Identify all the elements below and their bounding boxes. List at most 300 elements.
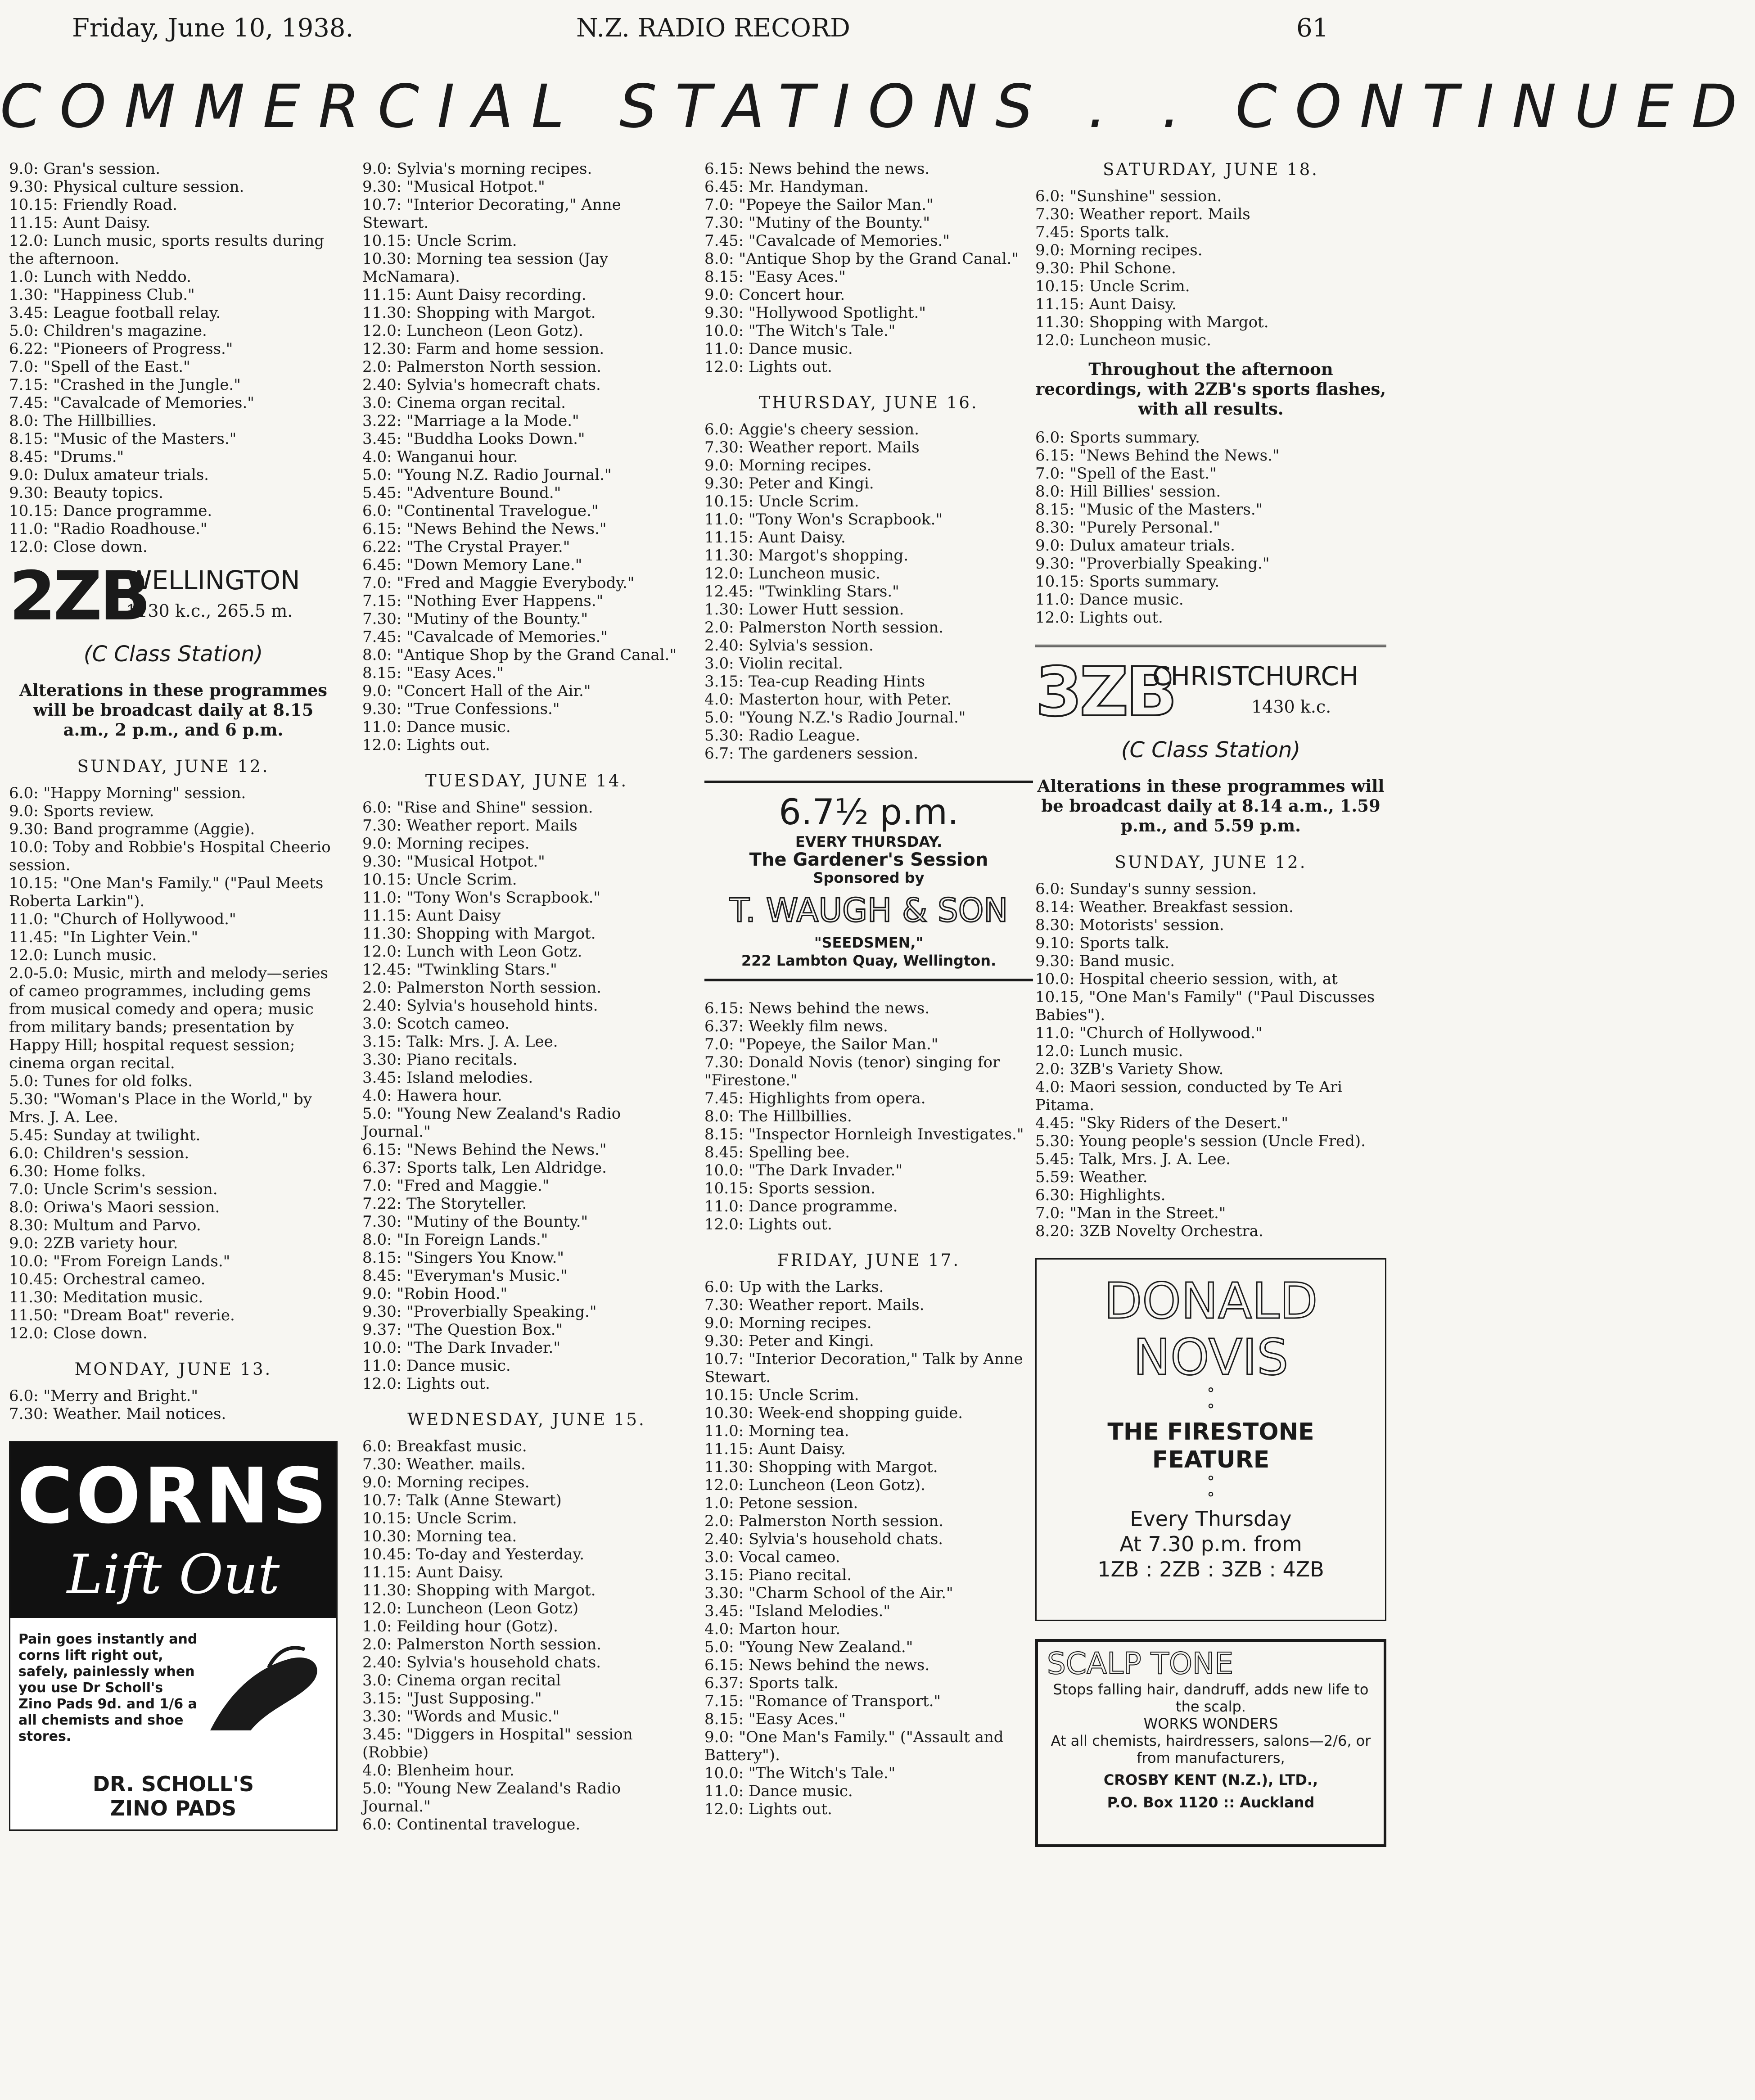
schedule-item: 9.0: Dulux amateur trials. [9,466,209,484]
schedule-item: 3.30: "Words and Music." [362,1707,560,1725]
corns-word: CORNS [17,1452,330,1541]
schedule-item: 11.15: Aunt Daisy. [704,528,846,546]
schedule-item: 10.0: "The Dark Invader." [704,1161,902,1179]
schedule-item: 12.0: Luncheon (Leon Gotz) [362,1599,579,1617]
schedule-item: 9.0: Morning recipes. [1035,241,1203,259]
feature-day: Every Thursday [1130,1507,1292,1531]
schedule-item: 8.15: "Easy Aces." [704,268,846,286]
afternoon-note: Throughout the afternoon recordings, with 2ZB's sports flashes, with all results. [1035,359,1386,419]
schedule-item: 10.15: "One Man's Family." ("Paul Meets Roberta Larkin"). [9,874,329,910]
schedule-item: 11.0: "Radio Roadhouse." [9,520,208,538]
column-3 [704,160,1033,2091]
schedule-item: 11.15: Aunt Daisy recording. [362,286,587,304]
schedule-item: 11.30: Margot's shopping. [704,546,909,565]
schedule-item: 11.0: "Tony Won's Scrapbook." [704,510,943,528]
scalp-tone-advertisement [1035,1639,1386,1847]
corns-footer [10,1772,336,1820]
schedule-item: 9.30: Phil Schone. [1035,259,1176,277]
schedule-item: 7.30: Weather report. Mails [362,817,577,835]
schedule-item: 11.30: Shopping with Margot. [362,925,596,943]
schedule-item: 6.15: "News Behind the News." [362,1141,607,1159]
schedule-item: 8.15: "Inspector Hornleigh Investigates." [704,1125,1024,1143]
schedule-item: 2.40: Sylvia's homecraft chats. [362,376,601,394]
schedule-item: 12.0: Lights out. [362,736,490,754]
schedule-item: 9.0: Dulux amateur trials. [1035,537,1235,555]
schedule-item: 9.30: Physical culture session. [9,178,244,196]
schedule-list [1035,429,1386,627]
artist-first-name: DONALD [1104,1272,1318,1330]
schedule-item: 6.30: Highlights. [1035,1186,1166,1204]
schedule-item: 10.0: "The Dark Invader." [362,1339,560,1357]
schedule-item: 7.15: "Nothing Ever Happens." [362,592,604,610]
schedule-item: 4.0: Marton hour. [704,1620,841,1638]
schedule-item: 8.30: Motorists' session. [1035,916,1224,934]
schedule-item: 8.15: "Singers You Know." [362,1249,564,1267]
schedule-item: 8.15: "Easy Aces." [362,664,504,682]
day-heading: FRIDAY, JUNE 17. [777,1251,961,1270]
brand-name: DR. SCHOLL'S [92,1772,254,1796]
schedule-item: 9.10: Sports talk. [1035,934,1169,952]
schedule-item: 12.0: Lights out. [704,358,832,376]
publication-title: N.Z. RADIO RECORD [576,14,850,43]
schedule-item: 10.0: "The Witch's Tale." [704,1764,896,1782]
schedule-item: 5.45: "Adventure Bound." [362,484,561,502]
schedule-item: 11.0: Morning tea. [704,1422,849,1440]
schedule-item: 10.7: "Interior Decoration," Talk by Anne Stewart. [704,1350,1028,1386]
schedule-item: 11.30: Shopping with Margot. [704,1458,938,1476]
schedule-item: 9.37: "The Question Box." [362,1321,563,1339]
schedule-item: 1.0: Feilding hour (Gotz). [362,1617,558,1635]
schedule-item: 5.45: Sunday at twilight. [9,1126,201,1144]
schedule-item: 9.0: Sylvia's morning recipes. [362,160,592,178]
schedule-item: 8.45: "Everyman's Music." [362,1267,568,1285]
schedule-list [362,160,691,754]
schedule-item: 8.15: "Music of the Masters." [9,430,237,448]
schedule-item: 7.0: Uncle Scrim's session. [9,1180,218,1198]
schedule-item: 10.15: Uncle Scrim. [704,492,859,510]
schedule-item: 6.22: "The Crystal Prayer." [362,538,570,556]
schedule-item: 11.15: Aunt Daisy. [9,214,150,232]
maker-name: CROSBY KENT (N.Z.), LTD., [1103,1771,1318,1788]
schedule-item: 9.30: Band programme (Aggie). [9,820,255,838]
station-city: CHRISTCHURCH [1152,661,1359,691]
ad-day: EVERY THURSDAY. [795,833,943,850]
schedule-item: 9.30: "Musical Hotpot." [362,853,545,871]
schedule-item: 7.30: "Mutiny of the Bounty." [704,214,930,232]
day-heading: SUNDAY, JUNE 12. [1114,853,1307,872]
schedule-item: 11.0: Dance music. [704,340,853,358]
schedule-item: 8.15: "Easy Aces." [704,1710,846,1728]
schedule-item: 12.0: Lights out. [362,1375,490,1393]
schedule-item: 6.0: Up with the Larks. [704,1278,884,1296]
schedule-item: 12.0: Lights out. [704,1800,832,1818]
schedule-item: 10.15: Uncle Scrim. [362,232,517,250]
day-heading: SUNDAY, JUNE 12. [77,757,270,776]
feature-stations: 1ZB : 2ZB : 3ZB : 4ZB [1097,1557,1324,1581]
schedule-item: 3.45: "Island Melodies." [704,1602,891,1620]
schedule-item: 1.0: Petone session. [704,1494,858,1512]
schedule-item: 4.0: Blenheim hour. [362,1761,514,1779]
station-code: 2ZB [9,557,149,636]
schedule-item: 11.15: Aunt Daisy [362,907,501,925]
schedule-item: 12.30: Farm and home session. [362,340,605,358]
schedule-item: 9.30: "Musical Hotpot." [362,178,545,196]
divider [1035,645,1386,647]
schedule-item: 2.0: Palmerston North session. [704,619,944,637]
schedule-list [9,160,338,556]
schedule-item: 7.30: "Mutiny of the Bounty." [362,1213,588,1231]
column-2 [362,160,691,2091]
schedule-item: 3.22: "Marriage a la Mode." [362,412,579,430]
column-1 [9,160,338,2091]
schedule-item: 9.30: "Proverbially Speaking." [362,1303,597,1321]
schedule-item: 7.30: Weather. mails. [362,1455,526,1473]
schedule-item: 2.40: Sylvia's household hints. [362,997,598,1015]
schedule-item: 8.14: Weather. Breakfast session. [1035,898,1294,916]
schedule-item: 5.0: "Young New Zealand's Radio Journal." [362,1779,626,1815]
artist-last-name: NOVIS [1133,1328,1289,1386]
schedule-item: 10.30: Morning tea. [362,1527,517,1545]
schedule-item: 6.15: "News Behind the News." [1035,447,1280,465]
schedule-item: 8.45: Spelling bee. [704,1143,850,1161]
schedule-item: 11.0: "Tony Won's Scrapbook." [362,889,601,907]
section-banner: COMMERCIAL STATIONS . . CONTINUED [0,72,1755,141]
schedule-item: 9.0: Morning recipes. [362,835,530,853]
schedule-item: 11.30: Shopping with Margot. [362,1581,596,1599]
schedule-list [704,160,1033,376]
corns-advertisement [9,1441,338,1831]
schedule-item: 6.7: The gardeners session. [704,745,919,763]
schedule-item: 11.0: Dance music. [1035,591,1184,609]
schedule-item: 10.15: Dance programme. [9,502,212,520]
sponsor-address: 222 Lambton Quay, Wellington. [741,952,997,969]
schedule-item: 5.0: Tunes for old folks. [9,1072,193,1090]
feature-line: THE FIRESTONE [1107,1418,1314,1445]
day-heading: MONDAY, JUNE 13. [74,1359,272,1379]
day-heading: TUESDAY, JUNE 14. [425,771,628,790]
schedule-item: 7.0: "Fred and Maggie." [362,1177,550,1195]
schedule-item: 11.0: Dance music. [704,1782,853,1800]
day-heading: WEDNESDAY, JUNE 15. [407,1410,646,1429]
product-availability: At all chemists, hairdressers, salons—2/6, or from manufacturers, [1051,1732,1371,1766]
schedule-item: 3.0: Violin recital. [704,655,843,673]
schedule-item: 7.45: "Cavalcade of Memories." [704,232,950,250]
schedule-item: 6.22: "Pioneers of Progress." [9,340,233,358]
schedule-item: 2.0: Palmerston North session. [362,358,602,376]
schedule-item: 2.40: Sylvia's household chats. [704,1530,943,1548]
schedule-item: 11.15: Aunt Daisy. [704,1440,846,1458]
station-class: (C Class Station) [83,641,263,667]
station-frequency: 1430 k.c. [1251,697,1331,717]
schedule-item: 12.45: "Twinkling Stars." [704,583,899,601]
schedule-item: 5.45: Talk, Mrs. J. A. Lee. [1035,1150,1231,1168]
station-3zb-heading [1035,653,1386,733]
schedule-item: 4.0: Wanganui hour. [362,448,518,466]
schedule-item: 7.45: Sports talk. [1035,223,1169,241]
schedule-item: 12.0: Close down. [9,538,148,556]
schedule-item: 7.45: Highlights from opera. [704,1089,926,1107]
schedule-item: 6.45: "Down Memory Lane." [362,556,582,574]
schedule-item: 7.30: "Mutiny of the Bounty." [362,610,588,628]
column-4 [1035,160,1386,2091]
schedule-item: 7.15: "Crashed in the Jungle." [9,376,241,394]
schedule-item: 12.0: Lights out. [1035,609,1163,627]
corns-banner [10,1442,336,1618]
station-class: (C Class Station) [1121,737,1301,763]
foot-illustration-icon [201,1640,327,1739]
schedule-list [1035,880,1386,1240]
schedule-item: 10.15: Sports session. [704,1179,875,1197]
schedule-item: 10.30: Morning tea session (Jay McNamara). [362,250,613,286]
alterations-note: Alterations in these programmes will be broadcast daily at 8.14 a.m., 1.59 p.m., and 5.59 p.m. [1037,776,1385,835]
schedule-item: 8.0: "Antique Shop by the Grand Canal." [362,646,677,664]
schedule-item: 3.15: Piano recital. [704,1566,852,1584]
schedule-list [1035,187,1386,349]
schedule-item: 6.0: Sports summary. [1035,429,1200,447]
schedule-item: 8.30: Multum and Parvo. [9,1216,201,1234]
station-frequency: 1130 k.c., 265.5 m. [126,601,293,621]
schedule-item: 10.7: "Interior Decorating," Anne Stewart. [362,196,626,232]
schedule-list [9,1387,338,1423]
schedule-item: 6.0: "Sunshine" session. [1035,187,1222,205]
schedule-item: 6.15: News behind the news. [704,999,930,1017]
schedule-item: 10.45: Orchestral cameo. [9,1270,206,1288]
schedule-item: 9.0: Morning recipes. [362,1473,530,1491]
schedule-item: 10.15: Uncle Scrim. [1035,277,1190,295]
schedule-item: 8.45: "Drums." [9,448,124,466]
schedule-item: 10.0: "The Witch's Tale." [704,322,896,340]
schedule-item: 12.0: Luncheon (Leon Gotz). [362,322,583,340]
station-code: 3ZB [1035,653,1175,732]
schedule-item: 3.45: Island melodies. [362,1069,533,1087]
ad-session: The Gardener's Session [749,849,988,870]
schedule-item: 7.30: Donald Novis (tenor) singing for "Firestone." [704,1053,1005,1089]
schedule-item: 3.45: League football relay. [9,304,221,322]
schedule-item: 11.15: Aunt Daisy. [362,1563,504,1581]
product-title: SCALP TONE [1047,1646,1234,1681]
schedule-item: 7.30: Weather report. Mails. [704,1296,925,1314]
lift-out-word: Lift Out [67,1544,280,1606]
schedule-item: 3.45: "Diggers in Hospital" session (Robbie) [362,1725,638,1761]
schedule-item: 8.0: The Hillbillies. [9,412,157,430]
schedule-item: 11.30: Shopping with Margot. [362,304,596,322]
schedule-item: 9.0: Gran's session. [9,160,161,178]
schedule-item: 9.30: Band music. [1035,952,1175,970]
schedule-item: 7.0: "Spell of the East." [1035,465,1217,483]
schedule-item: 9.0: "One Man's Family." ("Assault and Battery"). [704,1728,1009,1764]
schedule-item: 8.20: 3ZB Novelty Orchestra. [1035,1222,1263,1240]
ad-sponsored: Sponsored by [813,869,925,886]
schedule-item: 8.0: Oriwa's Maori session. [9,1198,220,1216]
schedule-item: 9.30: "Proverbially Speaking." [1035,555,1270,573]
schedule-item: 12.0: Lunch music, sports results during the afternoon. [9,232,329,268]
day-heading: SATURDAY, JUNE 18. [1103,160,1319,179]
schedule-item: 4.45: "Sky Riders of the Desert." [1035,1114,1289,1132]
product-claim: Stops falling hair, dandruff, adds new life to the scalp. [1053,1681,1369,1715]
schedule-item: 5.30: Young people's session (Uncle Fred). [1035,1132,1366,1150]
day-heading: THURSDAY, JUNE 16. [759,393,979,412]
schedule-item: 11.0: Dance music. [362,718,511,736]
schedule-item: 6.15: "News Behind the News." [362,520,607,538]
schedule-item: 6.37: Weekly film news. [704,1017,888,1035]
schedule-item: 2.40: Sylvia's session. [704,637,874,655]
alterations-note: Alterations in these programmes will be broadcast daily at 8.15 a.m., 2 p.m., and 6 p.m. [19,680,327,740]
schedule-item: 6.0: Breakfast music. [362,1437,527,1455]
schedule-item: 7.0: "Popeye the Sailor Man." [704,196,934,214]
schedule-item: 5.0: Children's magazine. [9,322,207,340]
schedule-item: 11.15: Aunt Daisy. [1035,295,1177,313]
schedule-item: 5.30: Radio League. [704,727,861,745]
schedule-item: 12.0: Lights out. [704,1215,832,1233]
page-number: 61 [1296,14,1329,43]
schedule-item: 12.0: Luncheon music. [1035,331,1211,349]
schedule-item: 6.0: Continental travelogue. [362,1815,581,1834]
schedule-item: 12.0: Luncheon (Leon Gotz). [704,1476,925,1494]
issue-date: Friday, June 10, 1938. [72,14,354,43]
schedule-item: 9.30: "Hollywood Spotlight." [704,304,926,322]
schedule-list [704,999,1033,1233]
schedule-item: 6.0: "Rise and Shine" session. [362,799,593,817]
schedule-item: 7.0: "Popeye, the Sailor Man." [704,1035,938,1053]
schedule-item: 2.40: Sylvia's household chats. [362,1653,601,1671]
schedule-list [362,799,691,1393]
schedule-item: 7.15: "Romance of Transport." [704,1692,941,1710]
sponsor-trade: "SEEDSMEN," [814,934,924,951]
schedule-item: 5.30: "Woman's Place in the World," by Mrs. J. A. Lee. [9,1090,317,1126]
schedule-item: 10.0: "From Foreign Lands." [9,1252,230,1270]
schedule-list [362,1437,691,1834]
schedule-item: 9.0: Morning recipes. [704,456,872,474]
schedule-item: 9.0: Concert hour. [704,286,845,304]
schedule-item: 7.45: "Cavalcade of Memories." [9,394,254,412]
schedule-item: 10.15: Friendly Road. [9,196,177,214]
schedule-item: 4.0: Hawera hour. [362,1087,502,1105]
maker-address: P.O. Box 1120 :: Auckland [1107,1794,1315,1811]
product-name: ZINO PADS [110,1796,237,1820]
schedule-item: 11.45: "In Lighter Vein." [9,928,199,946]
schedule-item: 6.0: "Continental Travelogue." [362,502,599,520]
schedule-item: 6.37: Sports talk, Len Aldridge. [362,1159,607,1177]
feature-line: FEATURE [1152,1446,1270,1473]
schedule-item: 3.15: "Just Supposing." [362,1689,542,1707]
page-header [0,0,1413,45]
schedule-item: 7.30: Weather report. Mails [704,438,920,456]
schedule-item: 6.0: "Merry and Bright." [9,1387,199,1405]
schedule-item: 7.0: "Fred and Maggie Everybody." [362,574,635,592]
schedule-item: 5.59: Weather. [1035,1168,1148,1186]
schedule-item: 11.30: Meditation music. [9,1288,203,1306]
schedule-item: 6.0: "Happy Morning" session. [9,784,246,802]
schedule-item: 3.0: Cinema organ recital [362,1671,561,1689]
schedule-item: 6.15: News behind the news. [704,1656,930,1674]
schedule-item: 7.0: "Spell of the East." [9,358,190,376]
schedule-item: 10.7: Talk (Anne Stewart) [362,1491,562,1509]
schedule-item: 8.0: "Antique Shop by the Grand Canal." [704,250,1019,268]
schedule-item: 3.30: Piano recitals. [362,1051,518,1069]
schedule-item: 7.22: The Storyteller. [362,1195,527,1213]
schedule-item: 4.0: Maori session, conducted by Te Ari Pitama. [1035,1078,1347,1114]
schedule-item: 8.0: The Hillbillies. [704,1107,852,1125]
product-tagline: WORKS WONDERS [1143,1715,1278,1732]
schedule-item: 10.15: Uncle Scrim. [704,1386,859,1404]
schedule-item: 3.0: Cinema organ recital. [362,394,566,412]
schedule-list [704,420,1033,763]
schedule-item: 3.30: "Charm School of the Air." [704,1584,953,1602]
ornament-icon: ° ° [1207,1473,1215,1507]
schedule-item: 9.30: Peter and Kingi. [704,474,874,492]
schedule-item: 9.30: "True Confessions." [362,700,560,718]
schedule-item: 5.0: "Young N.Z.'s Radio Journal." [704,709,966,727]
schedule-item: 10.15: Uncle Scrim. [362,871,517,889]
schedule-item: 2.0: Palmerston North session. [704,1512,944,1530]
donald-novis-advertisement [1035,1258,1386,1621]
schedule-item: 3.0: Vocal cameo. [704,1548,840,1566]
schedule-item: 1.0: Lunch with Neddo. [9,268,191,286]
schedule-item: 10.30: Week-end shopping guide. [704,1404,963,1422]
schedule-item: 9.0: "Concert Hall of the Air." [362,682,591,700]
schedule-item: 10.45: To-day and Yesterday. [362,1545,585,1563]
schedule-item: 12.0: Lunch music. [9,946,157,964]
schedule-item: 9.0: 2ZB variety hour. [9,1234,178,1252]
schedule-item: 12.45: "Twinkling Stars." [362,961,557,979]
schedule-item: 8.0: "In Foreign Lands." [362,1231,548,1249]
schedule-item: 7.45: "Cavalcade of Memories." [362,628,608,646]
schedule-item: 11.0: Dance programme. [704,1197,898,1215]
schedule-item: 10.0: Hospital cheerio session, with, at 10.15, "One Man's Family" ("Paul Discusses Babies"). [1035,970,1380,1024]
schedule-item: 12.0: Lunch with Leon Gotz. [362,943,582,961]
schedule-item: 11.50: "Dream Boat" reverie. [9,1306,235,1324]
schedule-item: 9.30: Beauty topics. [9,484,163,502]
schedule-item: 8.15: "Music of the Masters." [1035,501,1263,519]
schedule-item: 2.0-5.0: Music, mirth and melody—series of cameo programmes, including gems from musical comedy and opera; music from military bands; presentation by Happy Hill; hospital request session; cinema organ recital. [9,964,333,1072]
schedule-item: 12.0: Close down. [9,1324,148,1342]
schedule-item: 8.0: Hill Billies' session. [1035,483,1221,501]
schedule-item: 12.0: Luncheon music. [704,565,880,583]
corns-body: Pain goes instantly and corns lift right out, safely, painlessly when you use Dr Scholl's Zino Pads 9d. and 1/6 a all chemists and shoe stores. [18,1631,198,1744]
ornament-icon: ° ° [1207,1385,1215,1419]
schedule-item: 11.0: "Church of Hollywood." [9,910,236,928]
schedule-item: 8.30: "Purely Personal." [1035,519,1220,537]
schedule-item: 5.0: "Young N.Z. Radio Journal." [362,466,612,484]
schedule-item: 9.30: Peter and Kingi. [704,1332,874,1350]
schedule-item: 12.0: Lunch music. [1035,1042,1183,1060]
schedule-item: 3.15: Tea-cup Reading Hints [704,673,925,691]
schedule-item: 9.0: Morning recipes. [704,1314,872,1332]
schedule-item: 3.45: "Buddha Looks Down." [362,430,585,448]
schedule-item: 6.30: Home folks. [9,1162,146,1180]
schedule-list [9,784,338,1342]
schedule-item: 2.0: 3ZB's Variety Show. [1035,1060,1224,1078]
schedule-item: 2.0: Palmerston North session. [362,979,602,997]
feature-time: At 7.30 p.m. from [1119,1532,1302,1556]
schedule-item: 6.0: Sunday's sunny session. [1035,880,1257,898]
schedule-item: 1.30: Lower Hutt session. [704,601,904,619]
schedule-item: 7.30: Weather report. Mails [1035,205,1250,223]
station-2zb-heading [9,557,338,637]
gardener-session-advertisement [704,781,1033,981]
schedule-item: 5.0: "Young New Zealand's Radio Journal." [362,1105,626,1141]
schedule-item: 3.0: Scotch cameo. [362,1015,510,1033]
schedule-item: 10.0: Toby and Robbie's Hospital Cheerio session. [9,838,336,874]
schedule-item: 5.0: "Young New Zealand." [704,1638,913,1656]
schedule-item: 10.15: Uncle Scrim. [362,1509,517,1527]
sponsor-name: T. WAUGH & SON [729,891,1008,929]
schedule-item: 6.45: Mr. Handyman. [704,178,869,196]
schedule-item: 7.30: Weather. Mail notices. [9,1405,226,1423]
schedule-item: 11.30: Shopping with Margot. [1035,313,1269,331]
ad-time: 6.7½ p.m. [779,792,959,833]
schedule-item: 6.0: Aggie's cheery session. [704,420,919,438]
